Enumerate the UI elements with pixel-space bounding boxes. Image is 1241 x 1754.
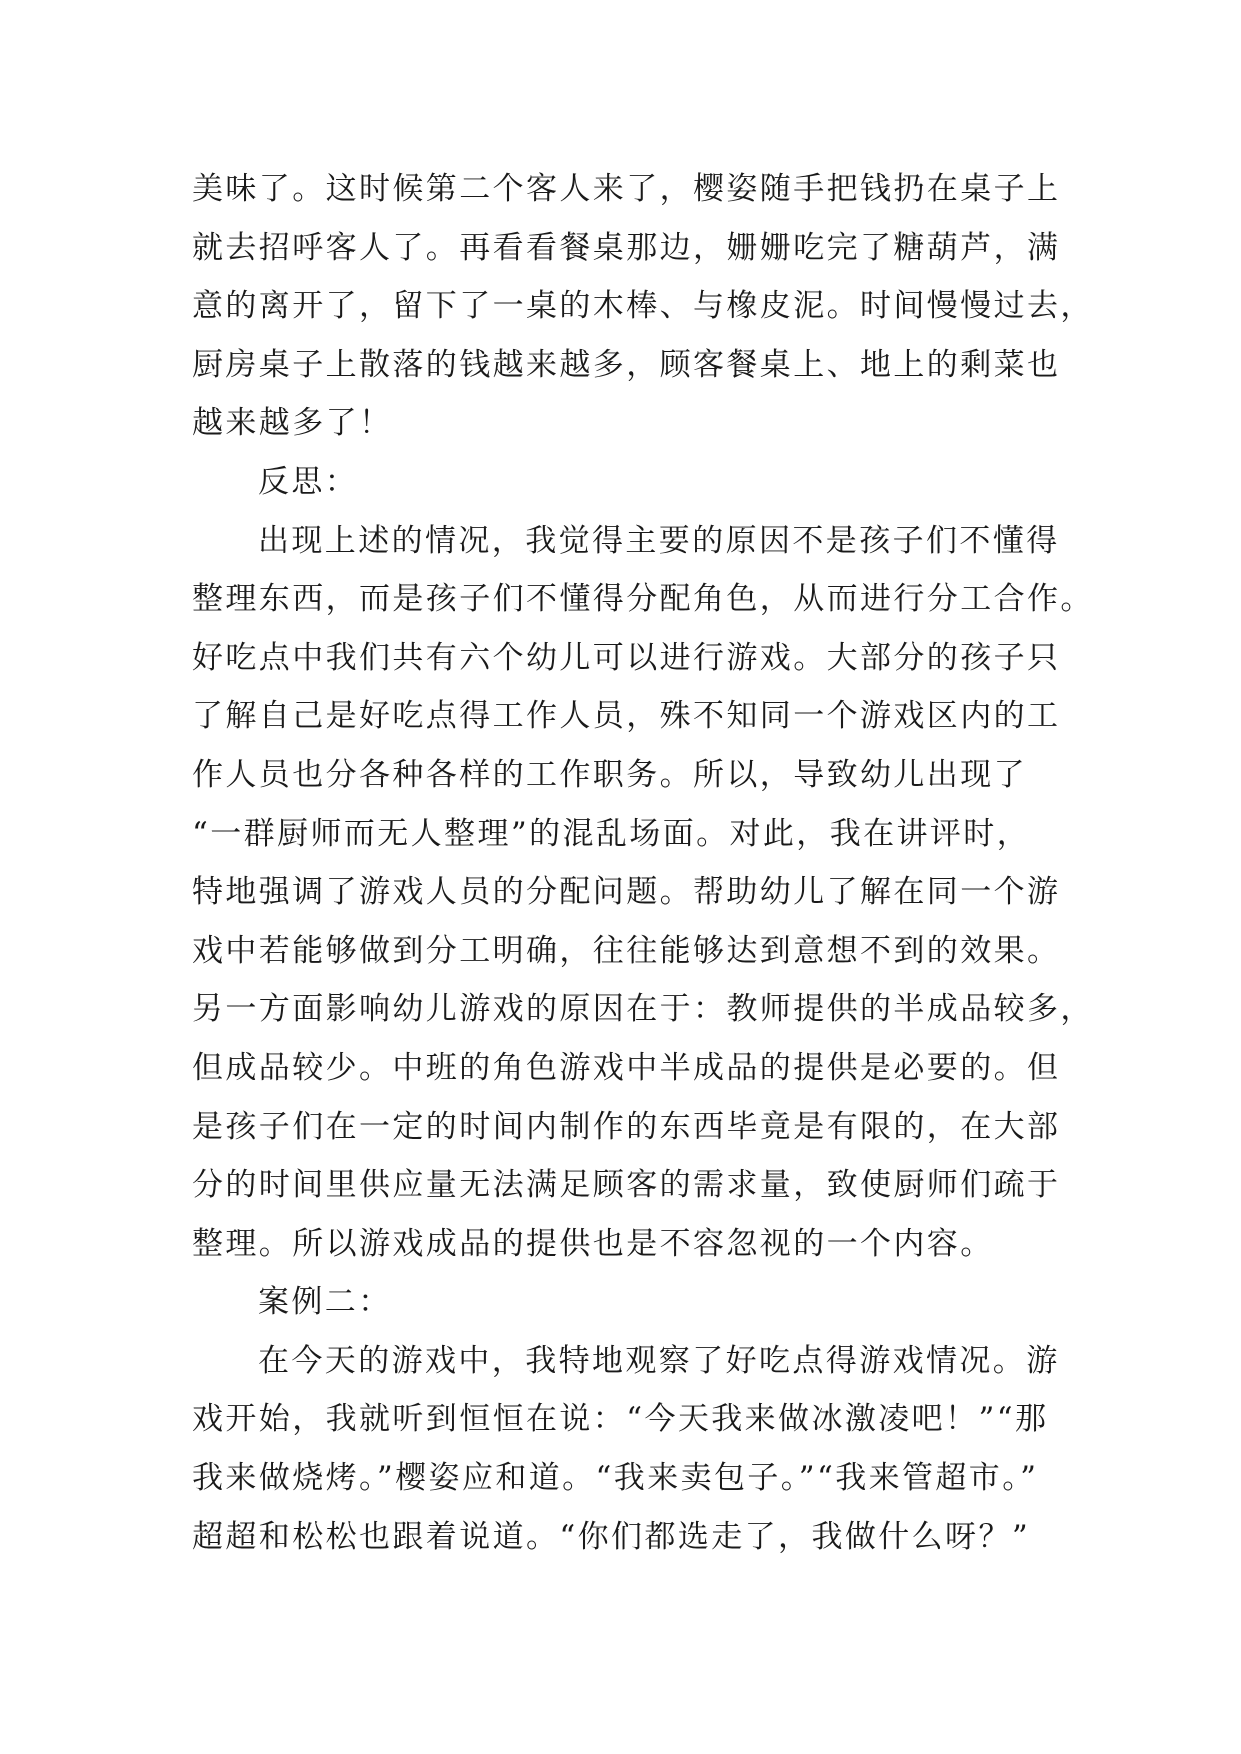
text-line: 越来越多了！ [192, 405, 393, 442]
text-line: 在今天的游戏中，我特地观察了好吃点得游戏情况。游 [258, 1342, 1060, 1379]
text-line: 意的离开了，留下了一桌的木棒、与橡皮泥。时间慢慢过去， [192, 288, 1094, 325]
text-line: 反思： [258, 463, 359, 500]
text-line: 好吃点中我们共有六个幼儿可以进行游戏。大部分的孩子只 [192, 639, 1061, 676]
text-line: 戏开始，我就听到恒恒在说：“今天我来做冰激凌吧！”“那 [192, 1401, 1049, 1438]
text-line: 整理东西，而是孩子们不懂得分配角色，从而进行分工合作。 [192, 581, 1094, 618]
text-line: 案例二： [258, 1284, 392, 1321]
text-line: 出现上述的情况，我觉得主要的原因不是孩子们不懂得 [258, 522, 1060, 559]
text-line: 戏中若能够做到分工明确，往往能够达到意想不到的效果。 [192, 932, 1061, 969]
text-line: “一群厨师而无人整理”的混乱场面。对此，我在讲评时， [192, 815, 1031, 852]
text-line: 厨房桌子上散落的钱越来越多，顾客餐桌上、地上的剩菜也 [192, 346, 1061, 383]
text-line: 是孩子们在一定的时间内制作的东西毕竟是有限的，在大部 [192, 1108, 1061, 1145]
text-line: 另一方面影响幼儿游戏的原因在于：教师提供的半成品较多， [192, 991, 1094, 1028]
text-line: 作人员也分各种各样的工作职务。所以，导致幼儿出现了 [192, 756, 1027, 793]
text-line: 分的时间里供应量无法满足顾客的需求量，致使厨师们疏于 [192, 1167, 1061, 1204]
text-line: 就去招呼客人了。再看看餐桌那边，姗姗吃完了糖葫芦，满 [192, 229, 1061, 266]
text-line: 特地强调了游戏人员的分配问题。帮助幼儿了解在同一个游 [192, 874, 1061, 911]
text-line: 但成品较少。中班的角色游戏中半成品的提供是必要的。但 [192, 1049, 1061, 1086]
text-line: 美味了。这时候第二个客人来了，樱姿随手把钱扔在桌子上 [192, 171, 1061, 207]
text-line: 我来做烧烤。”樱姿应和道。“我来卖包子。”“我来管超市。” [192, 1460, 1039, 1497]
document-body [192, 160, 1094, 1566]
text-line: 整理。所以游戏成品的提供也是不容忽视的一个内容。 [192, 1225, 994, 1262]
text-line: 超超和松松也跟着说道。“你们都选走了，我做什么呀？” [192, 1518, 1031, 1555]
text-line: 了解自己是好吃点得工作人员，殊不知同一个游戏区内的工 [192, 698, 1061, 735]
